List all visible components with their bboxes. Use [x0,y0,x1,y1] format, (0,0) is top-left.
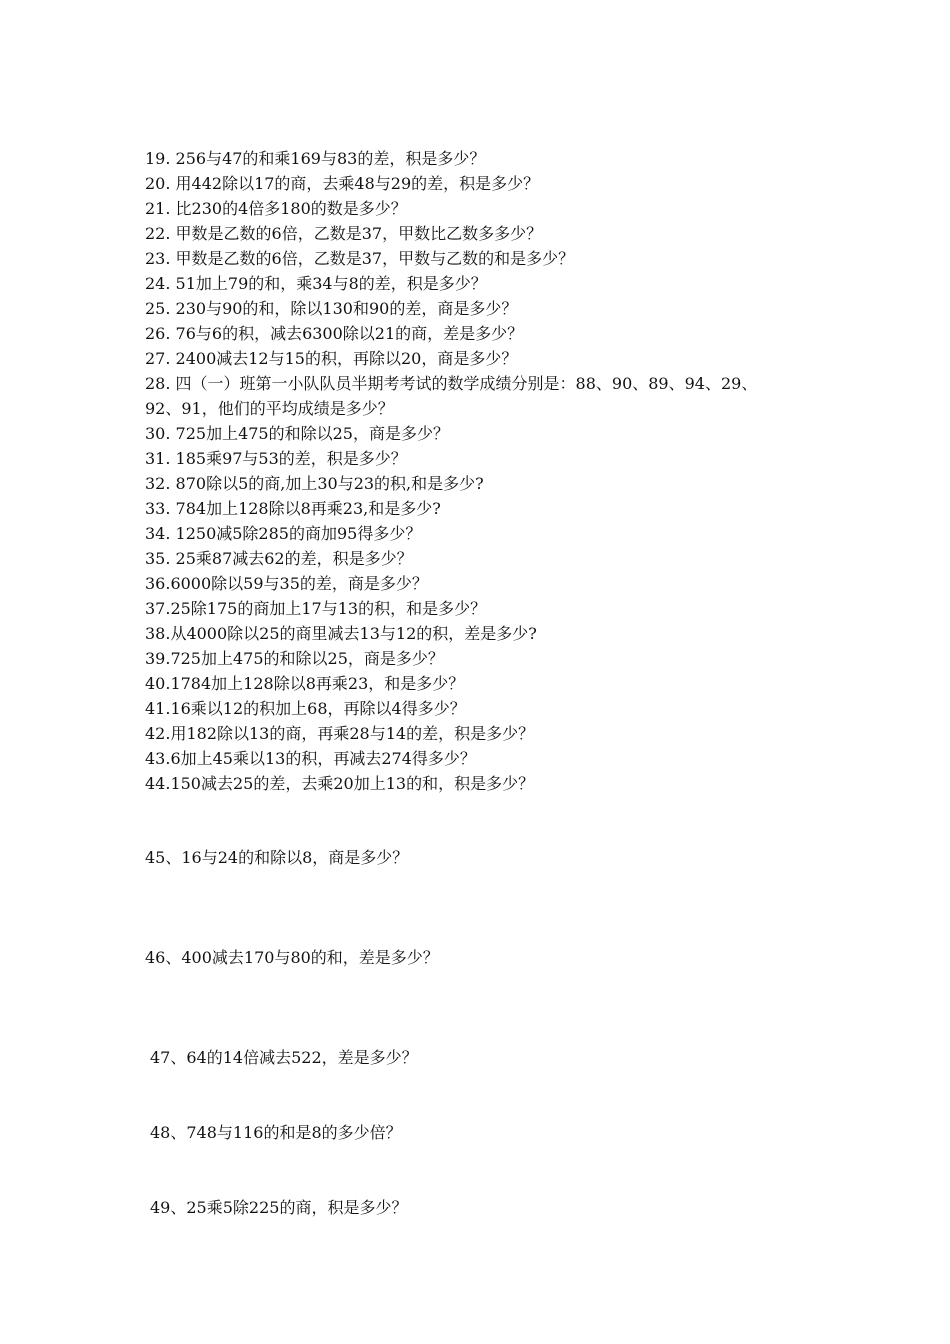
question-19: 19. 256与47的和乘169与83的差，积是多少？ [145,149,486,168]
question-33: 33. 784加上128除以8再乘23,和是多少? [145,499,441,518]
question-38: 38.从4000除以25的商里减去13与12的积，差是多少? [145,624,537,643]
question-25: 25. 230与90的和，除以130和90的差，商是多少？ [145,299,518,318]
question-46: 46、400减去170与80的和，差是多少？ [145,948,439,967]
question-20: 20. 用442除以17的商，去乘48与29的差，积是多少？ [145,174,540,193]
question-36: 36.6000除以59与35的差，商是多少？ [145,574,428,593]
question-27: 27. 2400减去12与15的积，再除以20，商是多少？ [145,349,518,368]
question-34: 34. 1250减5除285的商加95得多少？ [145,524,422,543]
question-42: 42.用182除以13的商，再乘28与14的差，积是多少？ [145,724,535,743]
question-21: 21. 比230的4倍多180的数是多少？ [145,199,407,218]
question-44: 44.150减去25的差，去乘20加上13的和，积是多少？ [145,774,535,793]
question-49: 49、25乘5除225的商，积是多少？ [150,1198,408,1217]
question-37: 37.25除175的商加上17与13的积，和是多少？ [145,599,487,618]
question-47: 47、64的14倍减去522，差是多少？ [150,1048,418,1067]
question-40: 40.1784加上128除以8再乘23，和是多少？ [145,674,465,693]
question-28: 28. 四（一）班第一小队队员半期考考试的数学成绩分别是：88、90、89、94、29、 [145,374,758,393]
question-32: 32. 870除以5的商,加上30与23的积,和是多少? [145,474,484,493]
question-30: 30. 725加上475的和除以25，商是多少？ [145,424,449,443]
question-26: 26. 76与6的积，减去6300除以21的商，差是多少？ [145,324,524,343]
question-24: 24. 51加上79的和，乘34与8的差，积是多少？ [145,274,487,293]
question-45: 45、16与24的和除以8，商是多少？ [145,848,409,867]
question-22: 22. 甲数是乙数的6倍，乙数是37，甲数比乙数多多少？ [145,224,543,243]
question-41: 41.16乘以12的积加上68，再除以4得多少？ [145,699,466,718]
question-28-continued: 92、91，他们的平均成绩是多少？ [145,399,394,418]
question-39: 39.725加上475的和除以25，商是多少？ [145,649,444,668]
question-31: 31. 185乘97与53的差，积是多少？ [145,449,407,468]
question-48: 48、748与116的和是8的多少倍？ [150,1123,402,1142]
question-35: 35. 25乘87减去62的差，积是多少？ [145,549,413,568]
question-23: 23. 甲数是乙数的6倍，乙数是37，甲数与乙数的和是多少？ [145,249,575,268]
question-43: 43.6加上45乘以13的积，再减去274得多少？ [145,749,476,768]
